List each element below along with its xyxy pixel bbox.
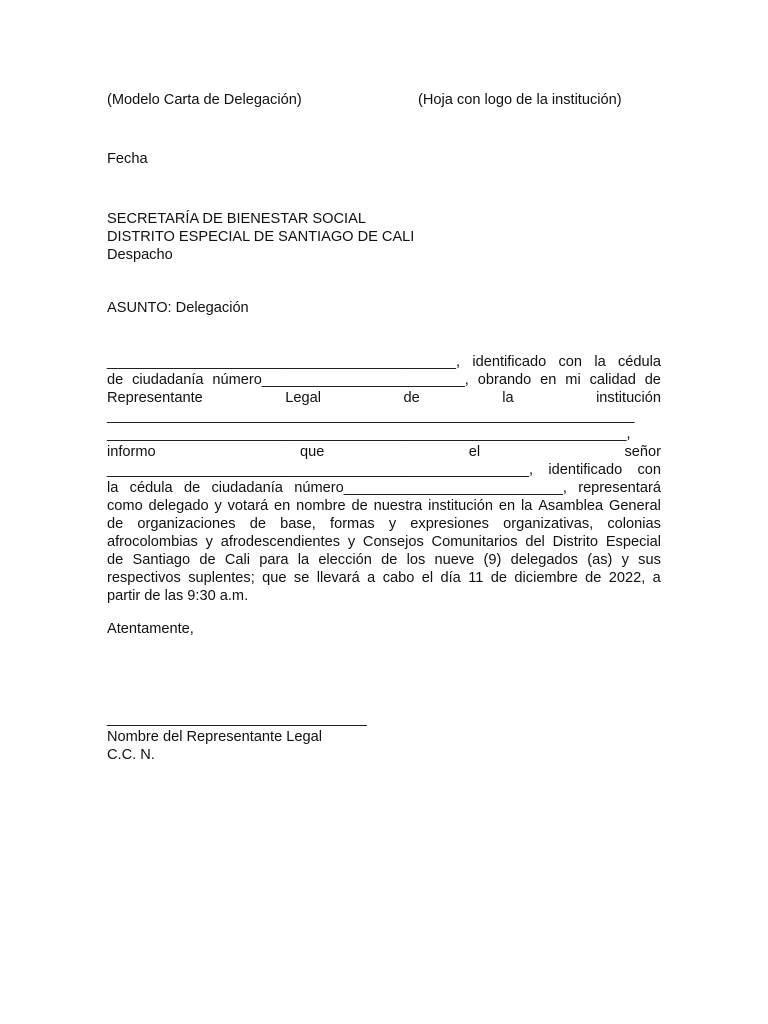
letterhead-note: (Hoja con logo de la institución) [418,92,622,108]
body-word: 11 [468,570,484,586]
body-word: delegados [510,552,578,568]
body-word: institución [596,390,661,406]
signature-line: ________________________________ [107,711,367,727]
body-word: ____________________________________________________, [107,462,534,478]
body-word: de [585,570,602,586]
closing: Atentamente, [107,621,194,637]
template-label: (Modelo Carta de Delegación) [107,92,302,108]
body-word: de [107,552,124,568]
body-word: el [421,570,434,586]
body-word: (9) [483,552,502,568]
body-word: la [107,480,119,496]
body-word: de [107,372,124,388]
body-word: que [262,570,287,586]
signature-block [107,728,322,764]
body-word: la [297,552,310,568]
signer-name: Nombre del Representante Legal [107,729,322,745]
body-word: de [183,480,201,496]
body-word: en [274,498,291,514]
body-word: cédula [129,480,173,496]
body-word: organizativas, [503,516,594,532]
body-word: para [259,552,289,568]
recipient-block [107,210,414,264]
body-line [107,569,661,587]
body-word: y [205,534,213,550]
body-word: _________________________________________________________________ [107,408,635,424]
body-word: de [351,498,368,514]
body-word: en [498,498,516,514]
body-word: ___________________________________________, [107,354,461,370]
body-word: llevará [316,570,360,586]
body-word: y [214,498,222,514]
body-word: cabo [382,570,415,586]
body-line [107,551,661,569]
body-word: delegado [148,498,209,514]
date-label: Fecha [107,151,148,167]
body-line [107,533,661,551]
body-line [107,515,661,533]
body-word: colonias [607,516,661,532]
body-word: institución [428,498,494,514]
body-word: los [406,552,426,568]
body-word: respectivos [107,570,181,586]
body-word: General [608,498,661,514]
body-word: del [525,534,545,550]
body-word: con [637,462,661,478]
body-word: base, [280,516,316,532]
body-word: número___________________________, [294,480,567,496]
body-line [107,407,661,425]
body-word: afrodescendientes [220,534,341,550]
body-word: Consejos [362,534,424,550]
body-word: nueve [434,552,475,568]
body-word: ciudadanía [211,480,283,496]
body-word: calidad [589,372,636,388]
body-word: (as) [587,552,613,568]
body-word: ________________________________________________________________, [107,426,631,442]
body-word: Legal [285,390,321,406]
body-word: identificado [548,462,623,478]
body-word: de [107,516,124,532]
body-word: número_________________________, [212,372,469,388]
body-word: de [199,552,216,568]
recipient-line: DISTRITO ESPECIAL DE SANTIAGO DE CALI [107,229,415,245]
body-word: día [440,570,461,586]
subject-line: ASUNTO: Delegación [107,300,249,316]
body-word: organizaciones [137,516,236,532]
body-word: de [381,552,398,568]
body-word: informo [107,444,156,460]
recipient-line: Despacho [107,247,173,263]
body-word: señor [624,444,661,460]
body-word: y [621,552,629,568]
body-word: Distrito [552,534,599,550]
letter-body [107,353,661,605]
body-word: de [490,570,508,586]
body-word: obrando [477,372,532,388]
body-line-last: partir de las 9:30 a.m. [107,588,249,604]
body-word: Santiago [132,552,191,568]
body-word: el [468,444,481,460]
recipient-line: SECRETARÍA DE BIENESTAR SOCIAL [107,211,366,227]
body-word: que [300,444,325,460]
body-word: elección [318,552,372,568]
body-word: votará [227,498,269,514]
body-word: Comunitarios [431,534,518,550]
body-word: nombre [296,498,346,514]
body-word: la [520,498,533,514]
body-word: en [540,372,557,388]
body-line [107,425,661,443]
body-word: afrocolombias [107,534,198,550]
body-word: sus [638,552,661,568]
body-word: expresiones [410,516,489,532]
body-word: nuestra [373,498,423,514]
body-line [107,497,661,515]
body-word: de [249,516,266,532]
body-word: y [347,534,356,550]
body-word: la [594,354,606,370]
body-word: a [652,570,661,586]
body-word: formas [330,516,375,532]
signer-id: C.C. N. [107,747,155,763]
body-word: cédula [617,354,661,370]
body-line [107,443,661,461]
body-word: de [403,390,420,406]
body-word: con [558,354,583,370]
body-line [107,371,661,389]
body-word: a [367,570,376,586]
body-word: mi [565,372,581,388]
body-word: identificado [472,354,547,370]
body-word: la [502,390,514,406]
body-word: Asamblea [538,498,604,514]
body-word: diciembre [514,570,578,586]
body-word: Especial [605,534,661,550]
body-word: ciudadanía [132,372,204,388]
body-word: representará [578,480,661,496]
body-word: y [388,516,397,532]
body-word: se [293,570,310,586]
body-word: como [107,498,143,514]
body-line [107,461,661,479]
body-word: 2022, [608,570,646,586]
body-line [107,479,661,497]
body-word: suplentes; [188,570,255,586]
body-word: Representante [107,390,203,406]
body-word: de [644,372,661,388]
body-word: Cali [224,552,250,568]
body-line [107,389,661,407]
body-line [107,353,661,371]
